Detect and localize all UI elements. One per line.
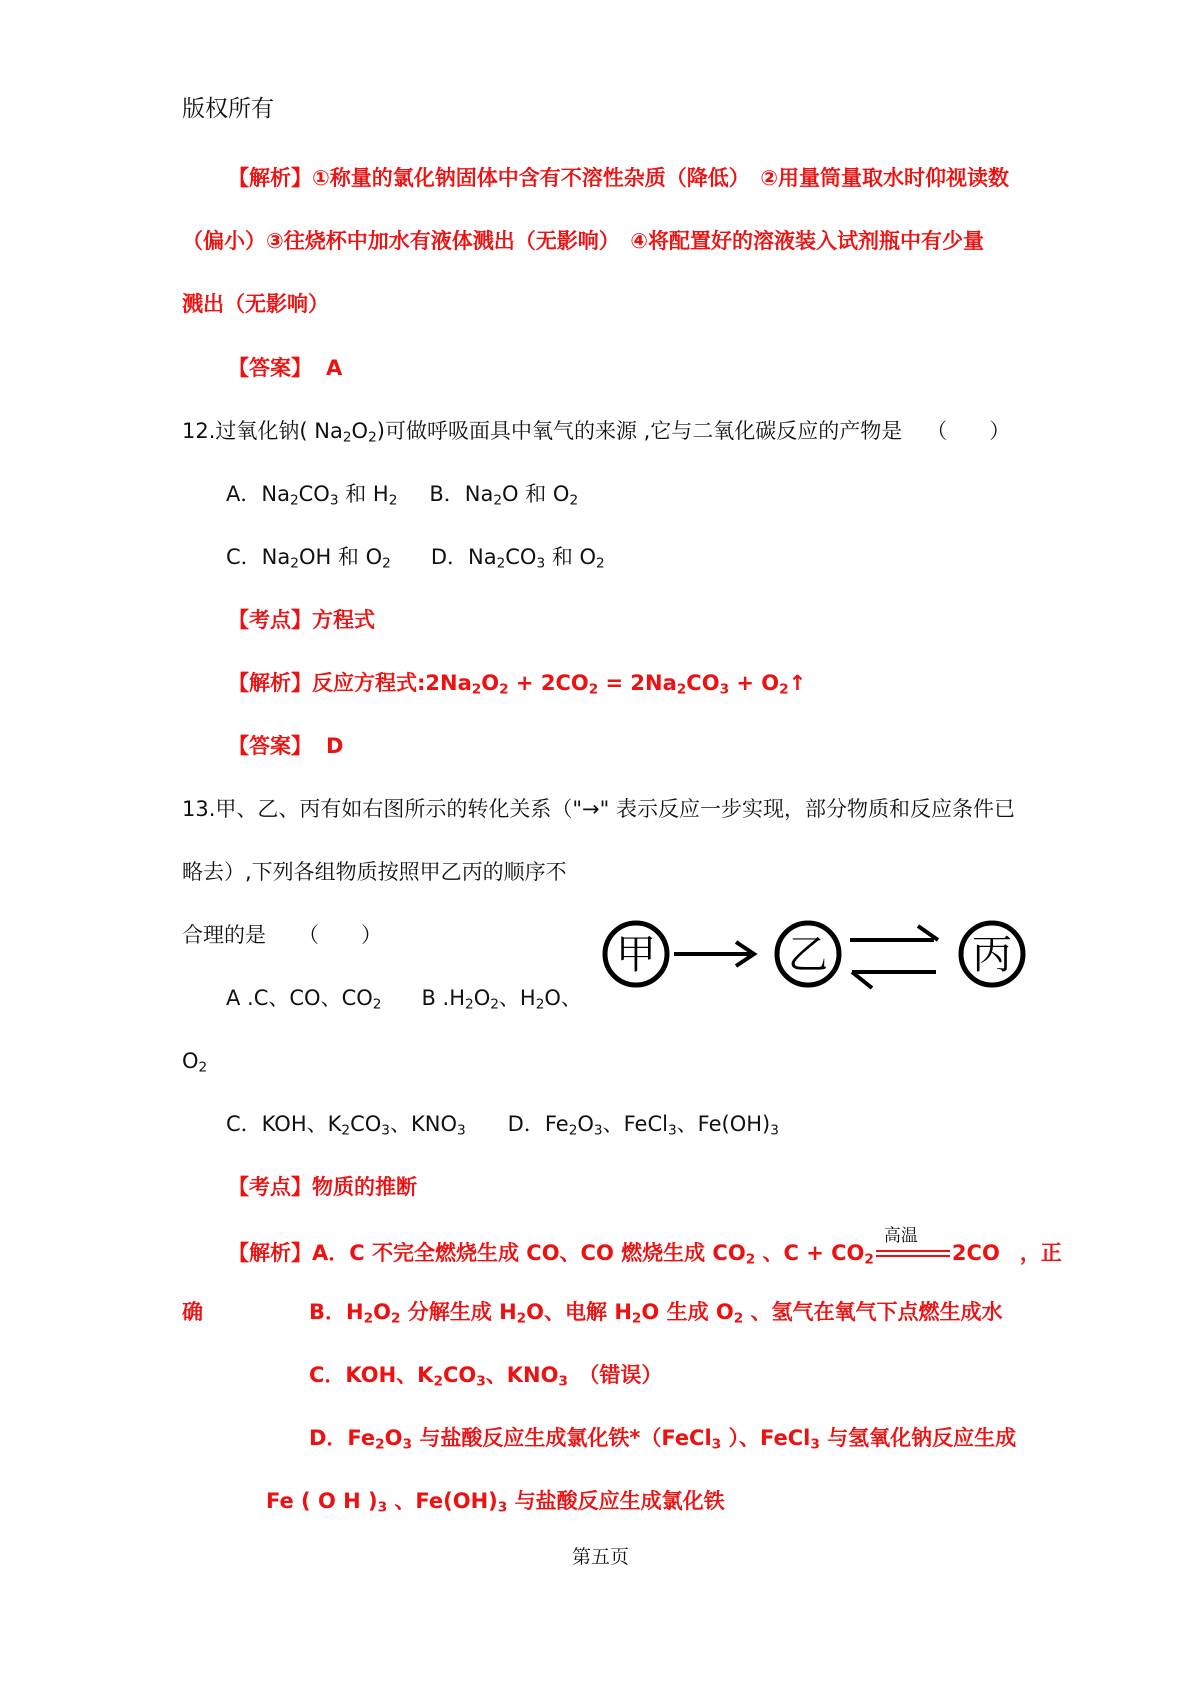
q13-option-d: D．$Fe_2O_3$、FeCl$_3$、$Fe(OH)_3$	[507, 1112, 779, 1139]
q13-stem-line1: 13.甲、乙、丙有如右图所示的转化关系（"→" 表示反应一步实现，部分物质和反应条件已	[182, 797, 1015, 821]
answer-bracket: （ ）	[926, 419, 1011, 443]
conversion-diagram	[600, 902, 1030, 1002]
q12-stem-text: 12.过氧化钠( Na	[182, 419, 343, 443]
q13-stem-line3	[182, 925, 382, 946]
q13-stem-line2: 略去）,下列各组物质按照甲乙丙的顺序不	[182, 860, 567, 884]
q13-kaodian	[228, 1177, 417, 1198]
q13-analysis-c: C．KOH、$K_2CO_3$、$KNO_3$ （错误）	[309, 1363, 663, 1390]
q12-option-c: C．$Na_2OH$ 和 $O_2$	[226, 545, 391, 572]
q12-option-d: D．$Na_2CO_3$ 和 $O_2$	[430, 545, 605, 572]
q13-stem-text: 合理的是	[182, 923, 266, 947]
page-number: 第五页	[572, 1546, 630, 1568]
q13-option-a: A .C、CO、$CO_2$	[226, 986, 382, 1013]
kaodian-text: 物质的推断	[312, 1175, 417, 1199]
label-yi: 乙	[788, 932, 828, 978]
q12-answer	[228, 736, 343, 757]
q13-analysis-que: 确	[182, 1300, 203, 1324]
analysis-text: ①称量的氯化钠固体中含有不溶性杂质（降低） ②用量筒量取水时仰视读数	[312, 166, 1010, 190]
q12-stem: 12.过氧化钠( $Na_2O_2$)可做呼吸面具中氧气的来源 ,它与二氧化碳反应的产物是 （ ）	[182, 419, 1011, 446]
kaodian-label: 【考点】	[228, 608, 312, 632]
q12-stem-text-cont: )可做呼吸面具中氧气的来源 ,它与二氧化碳反应的产物是	[376, 419, 903, 443]
arrowhead-bing-to-yi	[852, 972, 872, 988]
analysis-label: 【解析】	[228, 671, 312, 695]
q12-options-ab	[226, 482, 579, 509]
kaodian-label: 【考点】	[228, 1175, 312, 1199]
analysis-a-product: 2CO	[951, 1241, 1000, 1265]
label-jia: 甲	[616, 932, 656, 978]
answer-bracket: （ ）	[298, 923, 382, 947]
answer-value: D	[326, 734, 344, 758]
q11-answer	[228, 358, 342, 379]
label-bing: 丙	[972, 932, 1012, 978]
high-temp-equals	[876, 1226, 950, 1264]
q13-analysis-d-line1: D．$Fe_2O_3$ 与盐酸反应生成氯化铁*（FeCl$_3$ ）、FeCl$_3$ 与氢氧化钠反应生成	[309, 1426, 1017, 1453]
q13-option-c: C．KOH、$K_2CO_3$、$KNO_3$	[226, 1112, 466, 1139]
q13-analysis-a	[228, 1226, 1062, 1268]
q12-options-cd	[226, 545, 605, 572]
condition-label: 高温	[883, 1226, 918, 1246]
analysis-label: 【解析】	[228, 1241, 312, 1265]
reaction-equation: 反应方程式$:2Na_2O_2 + 2CO_2 = 2Na_2CO_3$ + $O_2↑$	[312, 671, 807, 698]
q13-analysis-b: B．$H_2O_2$ 分解生成 $H_2O$、电解 $H_2O$ 生成 $O_2$ 、氢气在氧气下点燃生成水	[309, 1300, 1003, 1327]
q12-analysis	[228, 671, 807, 698]
q11-analysis-line3: 溅出（无影响）	[182, 292, 329, 316]
q13-option-b-cont: $O_2$	[182, 1049, 208, 1076]
answer-value: A	[326, 356, 343, 380]
q13-option-b: B $.H_2O_2$、$H_2O$、	[421, 986, 582, 1013]
q13-options-cd	[226, 1112, 779, 1139]
page-header: 版权所有	[182, 96, 274, 122]
analysis-a-text: A．C 不完全燃烧生成 CO、CO 燃烧生成 $CO_2$ 、$C + CO_2$	[312, 1241, 874, 1268]
arrowhead-yi-to-bing	[918, 926, 938, 940]
q12-kaodian	[228, 610, 375, 631]
q11-analysis-line2: （偏小）③往烧杯中加水有液体溅出（无影响） ④将配置好的溶液装入试剂瓶中有少量	[182, 229, 985, 253]
answer-label: 【答案】	[228, 734, 312, 758]
answer-label: 【答案】	[228, 356, 312, 380]
q13-analysis-d-line2: Fe ( O H )$_3$ 、$Fe(OH)_3$ 与盐酸反应生成氯化铁	[266, 1489, 725, 1516]
q13-options-ab	[226, 986, 582, 1013]
analysis-a-verdict: ，正	[1019, 1241, 1062, 1265]
q12-option-a: A．$Na_2CO_3$ 和 $H_2$	[226, 482, 398, 509]
q12-option-b: B．$Na_2O$ 和 $O_2$	[429, 482, 579, 509]
kaodian-text: 方程式	[312, 608, 375, 632]
q11-analysis-line1	[228, 168, 1009, 189]
analysis-label: 【解析】	[228, 166, 312, 190]
